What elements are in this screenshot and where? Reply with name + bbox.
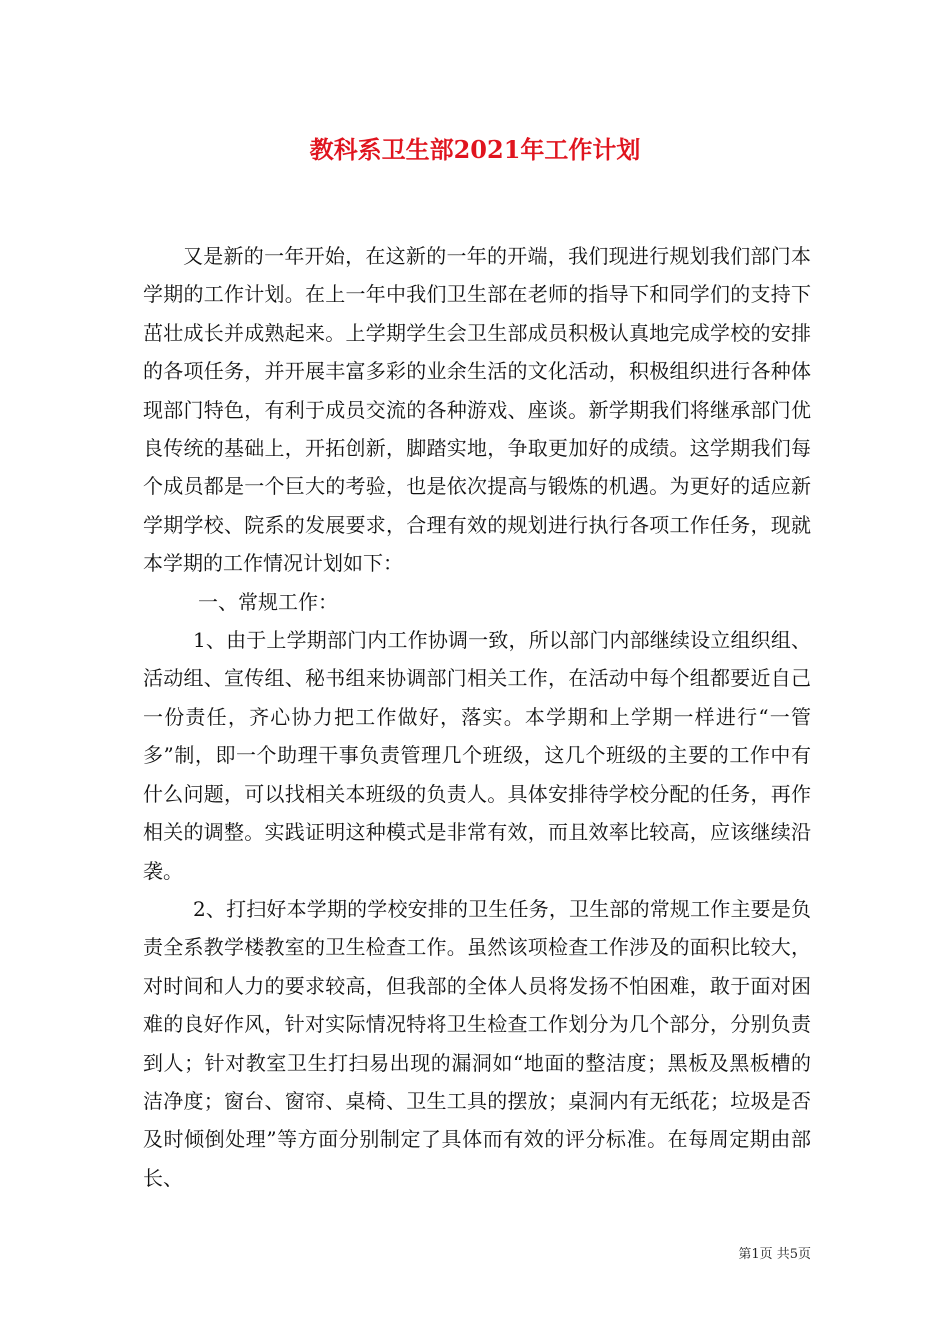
page-number-footer: 第1页 共5页 <box>738 1247 811 1262</box>
paragraph-intro: 又是新的一年开始，在这新的一年的开端，我们现进行规划我们部门本学期的工作计划。在上一年中我们卫生部在老师的指导下和同学们的支持下茁壮成长并成熟起来。上学期学生会卫生部成员积极认真地完成学校的安排的各项任务，并开展丰富多彩的业余生活的文化活动，积极组织进行各种体现部门特色，有利于成员交流的各种游戏、座谈。新学期我们将继承部门优良传统的基础上，开拓创新，脚踏实地，争取更加好的成绩。这学期我们每个成员都是一个巨大的考验，也是依次提高与锻炼的机遇。为更好的适应新学期学校、院系的发展要求，合理有效的规划进行执行各项工作任务，现就本学期的工作情况计划如下： <box>143 244 811 576</box>
list-item-1: 1、由于上学期部门内工作协调一致，所以部门内部继续设立组织组、活动组、宣传组、秘书组来协调部门相关工作，在活动中每个组都要近自己一份责任，齐心协力把工作做好，落实。本学期和上学期一样进行“一管多”制，即一个助理干事负责管理几个班级，这几个班级的主要的工作中有什么问题，可以找相关本班级的负责人。具体安排待学校分配的任务，再作相关的调整。实践证明这种模式是非常有效，而且效率比较高，应该继续沿袭。 <box>143 628 811 883</box>
section-heading-routine-work: 一、常规工作： <box>198 589 338 614</box>
document-body <box>143 237 811 1197</box>
list-item-2: 2、打扫好本学期的学校安排的卫生任务，卫生部的常规工作主要是负责全系教学楼教室的卫生检查工作。虽然该项检查工作涉及的面积比较大，对时间和人力的要求较高，但我部的全体人员将发扬不怕困难，敢于面对困难的良好作风，针对实际情况特将卫生检查工作划分为几个部分，分别负责到人；针对教室卫生打扫易出现的漏洞如“地面的整洁度；黑板及黑板槽的洁净度；窗台、窗帘、桌椅、卫生工具的摆放；桌洞内有无纸花；垃圾是否及时倾倒处理”等方面分别制定了具体而有效的评分标准。在每周定期由部长、 <box>143 896 811 1190</box>
document-title: 教科系卫生部2021年工作计划 <box>309 135 641 164</box>
